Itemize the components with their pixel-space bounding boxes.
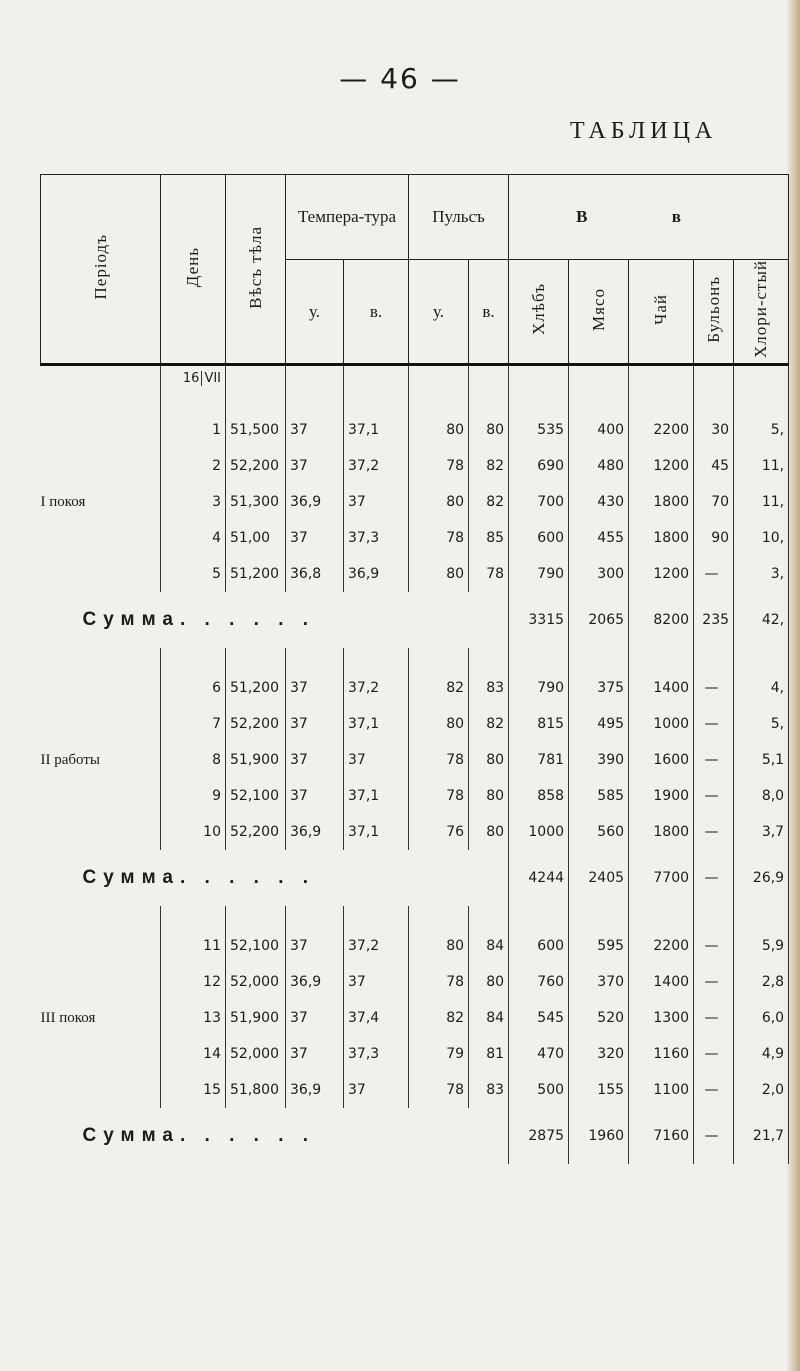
cell-meat: 430 xyxy=(569,484,629,520)
sum-meat: 2065 xyxy=(569,592,629,648)
cell-chloride: 6,0 xyxy=(734,1000,789,1036)
cell-chloride: 5, xyxy=(734,412,789,448)
cell-tea: 1900 xyxy=(629,778,694,814)
cell-pulse-evening: 80 xyxy=(469,964,509,1000)
cell-day: 7 xyxy=(161,706,226,742)
cell-meat: 585 xyxy=(569,778,629,814)
cell-tea: 1200 xyxy=(629,556,694,592)
header-intake-group: В в xyxy=(509,175,789,260)
spacer-row xyxy=(41,390,789,412)
sum-tea: 7700 xyxy=(629,850,694,906)
cell-weight: 51,00 xyxy=(226,520,286,556)
header-period: Періодъ xyxy=(41,175,161,365)
cell-meat: 595 xyxy=(569,928,629,964)
sum-broth: 235 xyxy=(694,592,734,648)
cell-chloride: 8,0 xyxy=(734,778,789,814)
cell-bread: 535 xyxy=(509,412,569,448)
table-title: ТАБЛИЦА xyxy=(570,118,718,144)
cell-day: 10 xyxy=(161,814,226,850)
period-label xyxy=(41,520,161,556)
table-row xyxy=(41,412,789,448)
sum-label: Сумма. . . . . . xyxy=(82,1125,316,1147)
cell-bread: 600 xyxy=(509,520,569,556)
cell-bread: 470 xyxy=(509,1036,569,1072)
cell-day: 5 xyxy=(161,556,226,592)
cell-tea: 2200 xyxy=(629,928,694,964)
sum-chlor: 26,9 xyxy=(734,850,789,906)
table-header xyxy=(41,175,789,365)
cell-meat: 375 xyxy=(569,670,629,706)
sum-chlor: 42, xyxy=(734,592,789,648)
cell-meat: 320 xyxy=(569,1036,629,1072)
cell-temperature-morning: 37 xyxy=(286,742,344,778)
start-date xyxy=(161,365,226,391)
header-weight: Вѣсъ тѣла xyxy=(226,175,286,365)
cell-pulse-evening: 80 xyxy=(469,814,509,850)
cell-bread: 858 xyxy=(509,778,569,814)
start-date-row xyxy=(41,365,789,391)
cell-chloride: 3, xyxy=(734,556,789,592)
cell-day: 1 xyxy=(161,412,226,448)
cell-pulse-evening: 80 xyxy=(469,412,509,448)
cell-chloride: 2,8 xyxy=(734,964,789,1000)
cell-broth: 70 xyxy=(694,484,734,520)
cell-temperature-evening: 37,1 xyxy=(344,706,409,742)
table-row xyxy=(41,556,789,592)
cell-bread: 700 xyxy=(509,484,569,520)
cell-pulse-evening: 84 xyxy=(469,928,509,964)
cell-chloride: 11, xyxy=(734,448,789,484)
header-temp-evening: в. xyxy=(344,260,409,365)
cell-weight: 51,200 xyxy=(226,556,286,592)
start-date-month: VII xyxy=(201,371,221,386)
cell-chloride: 5,1 xyxy=(734,742,789,778)
cell-weight: 51,900 xyxy=(226,1000,286,1036)
cell-pulse-evening: 81 xyxy=(469,1036,509,1072)
cell-temperature-evening: 37,1 xyxy=(344,814,409,850)
cell-temperature-morning: 37 xyxy=(286,928,344,964)
sum-meat: 1960 xyxy=(569,1108,629,1164)
sum-chlor: 21,7 xyxy=(734,1108,789,1164)
cell-chloride: 2,0 xyxy=(734,1072,789,1108)
table-row xyxy=(41,1072,789,1108)
sum-row xyxy=(41,592,789,648)
cell-temperature-morning: 37 xyxy=(286,1000,344,1036)
sum-bread: 2875 xyxy=(509,1108,569,1164)
cell-pulse-morning: 78 xyxy=(409,1072,469,1108)
cell-weight: 51,200 xyxy=(226,670,286,706)
sum-row xyxy=(41,1108,789,1164)
cell-day: 12 xyxy=(161,964,226,1000)
cell-temperature-evening: 37 xyxy=(344,742,409,778)
cell-meat: 455 xyxy=(569,520,629,556)
cell-day: 2 xyxy=(161,448,226,484)
cell-temperature-morning: 37 xyxy=(286,1036,344,1072)
cell-temperature-evening: 37 xyxy=(344,964,409,1000)
cell-pulse-morning: 78 xyxy=(409,520,469,556)
cell-pulse-morning: 78 xyxy=(409,448,469,484)
cell-meat: 300 xyxy=(569,556,629,592)
table-row xyxy=(41,484,789,520)
period-label: II работы xyxy=(40,751,100,768)
cell-pulse-evening: 80 xyxy=(469,778,509,814)
header-bread: Хлѣбъ xyxy=(509,260,569,365)
sum-tea: 8200 xyxy=(629,592,694,648)
cell-bread: 545 xyxy=(509,1000,569,1036)
table-row xyxy=(41,1036,789,1072)
table-row xyxy=(41,928,789,964)
table-row xyxy=(41,706,789,742)
cell-broth: 90 xyxy=(694,520,734,556)
cell-chloride: 3,7 xyxy=(734,814,789,850)
cell-day: 9 xyxy=(161,778,226,814)
header-chloride: Хлори-стый xyxy=(734,260,789,365)
page-number: — 46 — xyxy=(339,62,461,95)
cell-temperature-evening: 37,1 xyxy=(344,412,409,448)
period-label xyxy=(41,964,161,1000)
cell-bread: 690 xyxy=(509,448,569,484)
cell-pulse-evening: 83 xyxy=(469,670,509,706)
cell-pulse-morning: 79 xyxy=(409,1036,469,1072)
cell-tea: 1100 xyxy=(629,1072,694,1108)
table-row xyxy=(41,742,789,778)
sum-label: Сумма. . . . . . xyxy=(82,867,316,889)
cell-temperature-morning: 36,9 xyxy=(286,814,344,850)
header-temperature: Темпера-тура xyxy=(286,175,409,260)
table-row xyxy=(41,814,789,850)
cell-temperature-evening: 37 xyxy=(344,484,409,520)
table-row xyxy=(41,670,789,706)
cell-pulse-morning: 80 xyxy=(409,412,469,448)
cell-pulse-evening: 85 xyxy=(469,520,509,556)
header-pulse: Пульсъ xyxy=(409,175,509,260)
period-label xyxy=(41,1072,161,1108)
cell-meat: 370 xyxy=(569,964,629,1000)
cell-pulse-evening: 83 xyxy=(469,1072,509,1108)
cell-bread: 760 xyxy=(509,964,569,1000)
cell-temperature-morning: 37 xyxy=(286,706,344,742)
table-body xyxy=(41,365,789,1165)
period-label xyxy=(41,1036,161,1072)
cell-weight: 51,900 xyxy=(226,742,286,778)
cell-weight: 52,100 xyxy=(226,778,286,814)
cell-temperature-evening: 37,2 xyxy=(344,670,409,706)
cell-day: 6 xyxy=(161,670,226,706)
cell-day: 15 xyxy=(161,1072,226,1108)
cell-bread: 781 xyxy=(509,742,569,778)
cell-pulse-morning: 78 xyxy=(409,964,469,1000)
cell-broth: — xyxy=(694,1072,734,1108)
cell-meat: 560 xyxy=(569,814,629,850)
table-row xyxy=(41,520,789,556)
cell-tea: 1200 xyxy=(629,448,694,484)
cell-pulse-morning: 82 xyxy=(409,670,469,706)
sum-broth: — xyxy=(694,1108,734,1164)
period-label xyxy=(41,706,161,742)
cell-broth: — xyxy=(694,556,734,592)
cell-pulse-morning: 80 xyxy=(409,706,469,742)
period-label xyxy=(41,448,161,484)
cell-temperature-morning: 36,9 xyxy=(286,1072,344,1108)
cell-tea: 1800 xyxy=(629,520,694,556)
cell-meat: 155 xyxy=(569,1072,629,1108)
cell-day: 13 xyxy=(161,1000,226,1036)
cell-temperature-evening: 37,3 xyxy=(344,520,409,556)
header-day: День xyxy=(161,175,226,365)
header-meat: Мясо xyxy=(569,260,629,365)
period-label xyxy=(41,556,161,592)
cell-bread: 500 xyxy=(509,1072,569,1108)
cell-weight: 52,100 xyxy=(226,928,286,964)
cell-temperature-evening: 37,4 xyxy=(344,1000,409,1036)
cell-bread: 790 xyxy=(509,670,569,706)
cell-weight: 51,500 xyxy=(226,412,286,448)
cell-weight: 52,200 xyxy=(226,706,286,742)
cell-day: 8 xyxy=(161,742,226,778)
cell-weight: 52,000 xyxy=(226,1036,286,1072)
cell-tea: 1800 xyxy=(629,484,694,520)
cell-meat: 495 xyxy=(569,706,629,742)
cell-bread: 600 xyxy=(509,928,569,964)
sum-bread: 3315 xyxy=(509,592,569,648)
cell-chloride: 5,9 xyxy=(734,928,789,964)
header-tea: Чай xyxy=(629,260,694,365)
cell-temperature-evening: 36,9 xyxy=(344,556,409,592)
cell-chloride: 11, xyxy=(734,484,789,520)
data-table xyxy=(40,174,789,1164)
start-date-day: 16 xyxy=(182,370,200,386)
cell-tea: 1400 xyxy=(629,964,694,1000)
header-pulse-evening: в. xyxy=(469,260,509,365)
cell-day: 11 xyxy=(161,928,226,964)
sum-row xyxy=(41,850,789,906)
table-row xyxy=(41,1000,789,1036)
cell-bread: 1000 xyxy=(509,814,569,850)
cell-temperature-morning: 37 xyxy=(286,448,344,484)
cell-tea: 1160 xyxy=(629,1036,694,1072)
cell-broth: — xyxy=(694,814,734,850)
cell-broth: 30 xyxy=(694,412,734,448)
period-label xyxy=(41,778,161,814)
sum-tea: 7160 xyxy=(629,1108,694,1164)
cell-pulse-evening: 80 xyxy=(469,742,509,778)
cell-day: 3 xyxy=(161,484,226,520)
sum-meat: 2405 xyxy=(569,850,629,906)
cell-pulse-evening: 84 xyxy=(469,1000,509,1036)
cell-temperature-evening: 37,2 xyxy=(344,448,409,484)
cell-pulse-morning: 78 xyxy=(409,742,469,778)
cell-temperature-evening: 37 xyxy=(344,1072,409,1108)
cell-day: 4 xyxy=(161,520,226,556)
spacer-row xyxy=(41,906,789,928)
cell-bread: 815 xyxy=(509,706,569,742)
cell-pulse-morning: 76 xyxy=(409,814,469,850)
cell-tea: 2200 xyxy=(629,412,694,448)
cell-temperature-morning: 36,9 xyxy=(286,964,344,1000)
cell-pulse-morning: 80 xyxy=(409,928,469,964)
cell-chloride: 5, xyxy=(734,706,789,742)
cell-pulse-evening: 78 xyxy=(469,556,509,592)
cell-pulse-morning: 78 xyxy=(409,778,469,814)
cell-temperature-evening: 37,3 xyxy=(344,1036,409,1072)
header-broth: Бульонъ xyxy=(694,260,734,365)
table-row xyxy=(41,964,789,1000)
cell-broth: — xyxy=(694,706,734,742)
cell-weight: 52,000 xyxy=(226,964,286,1000)
cell-tea: 1300 xyxy=(629,1000,694,1036)
cell-chloride: 10, xyxy=(734,520,789,556)
cell-pulse-morning: 82 xyxy=(409,1000,469,1036)
cell-broth: — xyxy=(694,964,734,1000)
cell-temperature-morning: 37 xyxy=(286,520,344,556)
sum-broth: — xyxy=(694,850,734,906)
cell-broth: — xyxy=(694,670,734,706)
cell-weight: 51,300 xyxy=(226,484,286,520)
cell-pulse-evening: 82 xyxy=(469,448,509,484)
sum-bread: 4244 xyxy=(509,850,569,906)
cell-broth: — xyxy=(694,742,734,778)
cell-temperature-morning: 37 xyxy=(286,412,344,448)
spacer-row xyxy=(41,648,789,670)
cell-meat: 480 xyxy=(569,448,629,484)
cell-pulse-morning: 80 xyxy=(409,556,469,592)
cell-chloride: 4,9 xyxy=(734,1036,789,1072)
period-label xyxy=(41,670,161,706)
cell-temperature-morning: 36,8 xyxy=(286,556,344,592)
cell-broth: — xyxy=(694,778,734,814)
cell-tea: 1000 xyxy=(629,706,694,742)
cell-temperature-morning: 37 xyxy=(286,778,344,814)
period-label: I покоя xyxy=(40,493,86,510)
cell-temperature-morning: 36,9 xyxy=(286,484,344,520)
period-label xyxy=(41,412,161,448)
cell-day: 14 xyxy=(161,1036,226,1072)
sum-label: Сумма. . . . . . xyxy=(82,609,316,631)
cell-tea: 1600 xyxy=(629,742,694,778)
cell-temperature-evening: 37,1 xyxy=(344,778,409,814)
cell-broth: — xyxy=(694,1000,734,1036)
cell-broth: — xyxy=(694,928,734,964)
cell-pulse-morning: 80 xyxy=(409,484,469,520)
cell-broth: — xyxy=(694,1036,734,1072)
period-label xyxy=(41,928,161,964)
cell-meat: 390 xyxy=(569,742,629,778)
cell-weight: 51,800 xyxy=(226,1072,286,1108)
cell-tea: 1800 xyxy=(629,814,694,850)
cell-tea: 1400 xyxy=(629,670,694,706)
cell-broth: 45 xyxy=(694,448,734,484)
cell-meat: 520 xyxy=(569,1000,629,1036)
cell-weight: 52,200 xyxy=(226,448,286,484)
cell-temperature-evening: 37,2 xyxy=(344,928,409,964)
period-label: III покоя xyxy=(40,1009,96,1026)
table-row xyxy=(41,448,789,484)
table-row xyxy=(41,778,789,814)
cell-temperature-morning: 37 xyxy=(286,670,344,706)
cell-chloride: 4, xyxy=(734,670,789,706)
cell-pulse-evening: 82 xyxy=(469,706,509,742)
cell-meat: 400 xyxy=(569,412,629,448)
cell-weight: 52,200 xyxy=(226,814,286,850)
header-pulse-morning: у. xyxy=(409,260,469,365)
cell-bread: 790 xyxy=(509,556,569,592)
header-temp-morning: у. xyxy=(286,260,344,365)
cell-pulse-evening: 82 xyxy=(469,484,509,520)
period-label xyxy=(41,814,161,850)
